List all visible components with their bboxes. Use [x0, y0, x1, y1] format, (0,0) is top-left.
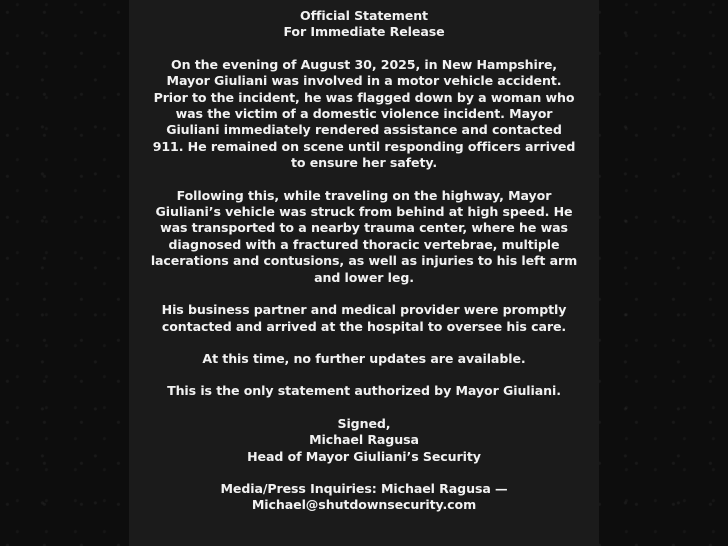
statement-title: Official Statement — [300, 8, 428, 23]
paragraph-updates: At this time, no further updates are available. — [202, 350, 526, 366]
paragraph-care: His business partner and medical provider were promptly contacted and arrived at the hospital to oversee his care. — [161, 302, 567, 334]
contact-email: Michael@shutdownsecurity.com — [251, 497, 477, 513]
statement-text — [129, 8, 599, 514]
contact-block — [129, 481, 599, 514]
statement-panel — [129, 0, 599, 546]
signature-block — [129, 416, 599, 465]
signature-signed: Signed, — [337, 415, 391, 431]
contact-label: Media/Press Inquiries: Michael Ragusa — — [220, 480, 508, 496]
paragraph-authorization: This is the only statement authorized by Mayor Giuliani. — [167, 383, 561, 399]
signature-name: Michael Ragusa — [309, 432, 419, 448]
statement-subtitle: For Immediate Release — [283, 24, 445, 40]
paragraph-injuries: Following this, while traveling on the highway, Mayor Giuliani’s vehicle was struck from behind at high speed. He was transported to a nearby trauma center, where he was diagnosed with a fractured thoracic vertebrae, multiple lacerations and contusions, as well as injuries to his left arm and lower leg. — [150, 187, 578, 285]
paragraph-accident: On the evening of August 30, 2025, in New Hampshire, Mayor Giuliani was involved in a motor vehicle accident. Prior to the incident, he was flagged down by a woman who was the victim of a domestic violence incident. Mayor Giuliani immediately rendered assistance and contacted 911. He remained on scene until responding officers arrived to ensure her safety. — [152, 56, 576, 171]
signature-role: Head of Mayor Giuliani’s Security — [247, 448, 481, 464]
statement-header — [129, 8, 599, 41]
